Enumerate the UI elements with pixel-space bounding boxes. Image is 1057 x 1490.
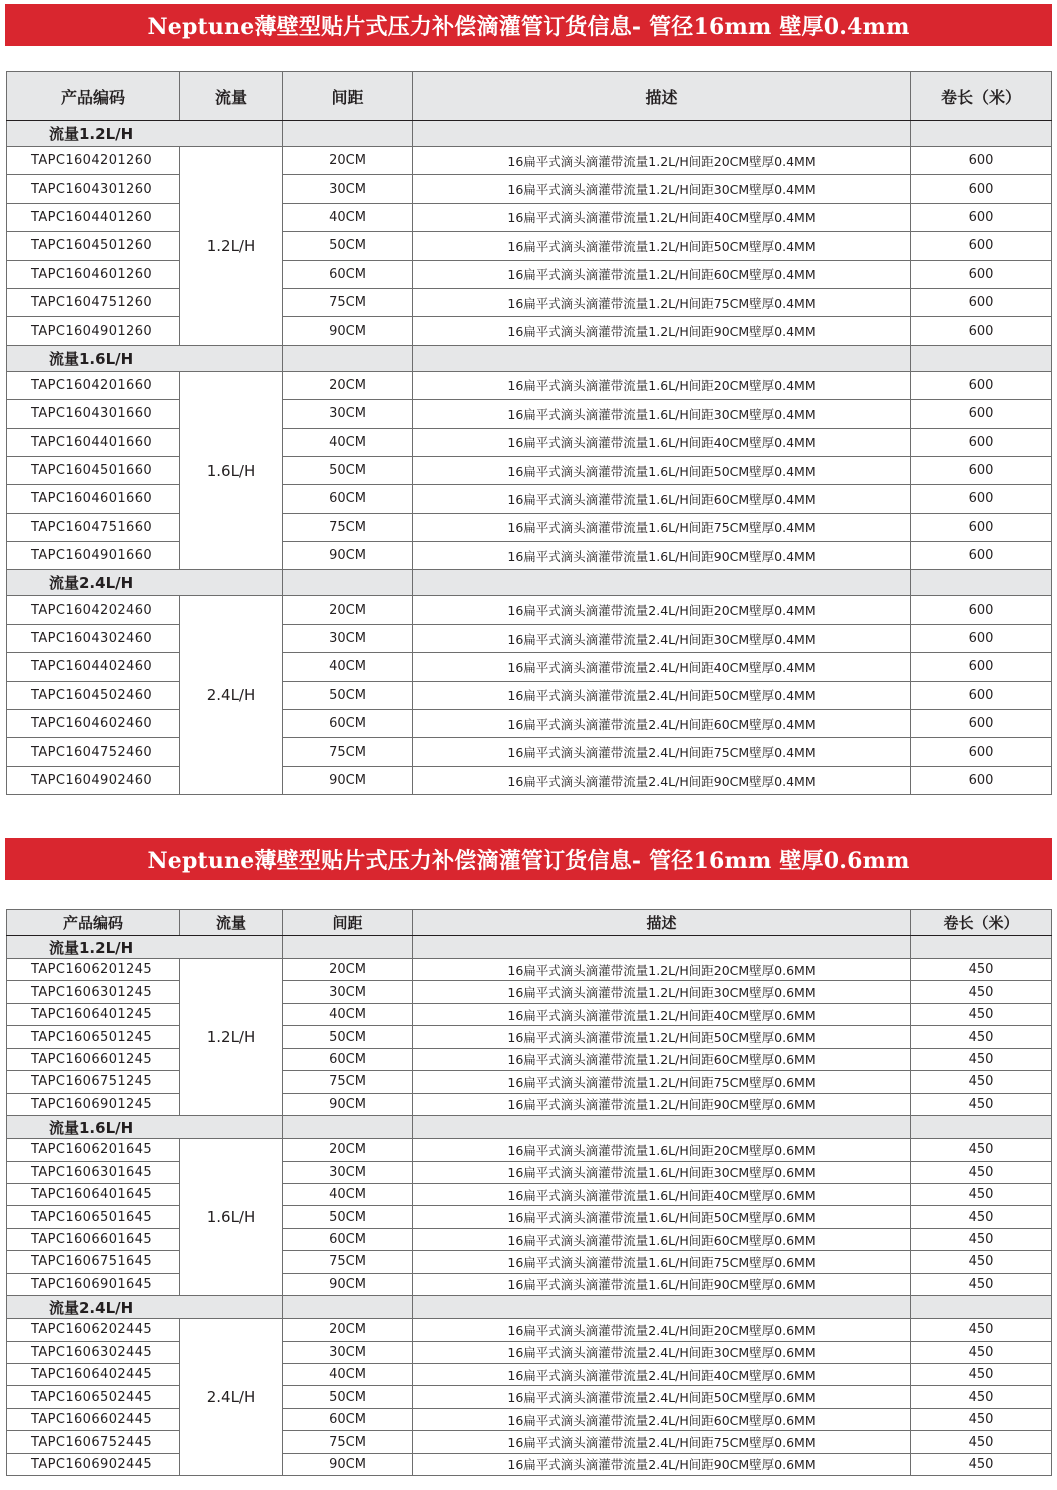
table-row xyxy=(7,203,1052,231)
product-code-cell: TAPC1606601645 xyxy=(7,1228,180,1250)
product-code-cell: TAPC1606752445 xyxy=(7,1431,180,1453)
description-cell: 16扁平式滴头滴灌带流量1.2L/H间距50CM壁厚0.4MM xyxy=(413,232,911,260)
description-cell: 16扁平式滴头滴灌带流量2.4L/H间距40CM壁厚0.4MM xyxy=(413,653,911,681)
header-spacing: 间距 xyxy=(283,72,413,121)
table-body xyxy=(7,936,1052,1476)
spacing-cell: 20CM xyxy=(283,959,413,981)
table-row xyxy=(7,596,1052,624)
description-cell: 16扁平式滴头滴灌带流量2.4L/H间距30CM壁厚0.4MM xyxy=(413,624,911,652)
table-row xyxy=(7,260,1052,288)
group-header-row xyxy=(7,570,1052,596)
product-code-cell: TAPC1606402445 xyxy=(7,1364,180,1386)
spacing-cell: 60CM xyxy=(283,260,413,288)
table-row xyxy=(7,959,1052,981)
flow-cell: 1.2L/H xyxy=(180,147,283,346)
roll-length-cell: 450 xyxy=(911,1431,1052,1453)
product-code-cell: TAPC1604501260 xyxy=(7,232,180,260)
group-empty-cell xyxy=(283,345,413,371)
roll-length-cell: 450 xyxy=(911,1161,1052,1183)
product-code-cell: TAPC1606502445 xyxy=(7,1386,180,1408)
roll-length-cell: 450 xyxy=(911,1319,1052,1341)
description-cell: 16扁平式滴头滴灌带流量2.4L/H间距75CM壁厚0.4MM xyxy=(413,738,911,766)
roll-length-cell: 600 xyxy=(911,485,1052,513)
section-title: Neptune薄壁型贴片式压力补偿滴灌管订货信息- 管径16mm 壁厚0.6mm xyxy=(5,838,1052,880)
spacing-cell: 30CM xyxy=(283,175,413,203)
header-product-code: 产品编码 xyxy=(7,72,180,121)
spacing-cell: 20CM xyxy=(283,147,413,175)
spacing-cell: 75CM xyxy=(283,513,413,541)
product-code-cell: TAPC1604601260 xyxy=(7,260,180,288)
roll-length-cell: 600 xyxy=(911,624,1052,652)
roll-length-cell: 600 xyxy=(911,542,1052,570)
table-row xyxy=(7,1048,1052,1070)
description-cell: 16扁平式滴头滴灌带流量1.6L/H间距50CM壁厚0.6MM xyxy=(413,1206,911,1228)
table-header-row xyxy=(7,72,1052,121)
header-spacing: 间距 xyxy=(283,910,413,936)
description-cell: 16扁平式滴头滴灌带流量2.4L/H间距60CM壁厚0.4MM xyxy=(413,710,911,738)
product-code-cell: TAPC1604752460 xyxy=(7,738,180,766)
spacing-cell: 60CM xyxy=(283,1048,413,1070)
group-empty-cell xyxy=(283,936,413,959)
table-row xyxy=(7,1183,1052,1205)
product-code-cell: TAPC1606901245 xyxy=(7,1093,180,1115)
spacing-cell: 50CM xyxy=(283,456,413,484)
spacing-cell: 75CM xyxy=(283,1251,413,1273)
description-cell: 16扁平式滴头滴灌带流量1.2L/H间距75CM壁厚0.4MM xyxy=(413,288,911,316)
product-code-cell: TAPC1606301645 xyxy=(7,1161,180,1183)
roll-length-cell: 600 xyxy=(911,428,1052,456)
product-code-cell: TAPC1606601245 xyxy=(7,1048,180,1070)
table-row xyxy=(7,1273,1052,1295)
table-row xyxy=(7,1161,1052,1183)
table-row xyxy=(7,1251,1052,1273)
description-cell: 16扁平式滴头滴灌带流量1.6L/H间距90CM壁厚0.6MM xyxy=(413,1273,911,1295)
product-code-cell: TAPC1606901645 xyxy=(7,1273,180,1295)
roll-length-cell: 450 xyxy=(911,1228,1052,1250)
group-empty-cell xyxy=(413,121,911,147)
roll-length-cell: 450 xyxy=(911,981,1052,1003)
description-cell: 16扁平式滴头滴灌带流量2.4L/H间距90CM壁厚0.4MM xyxy=(413,766,911,794)
section-title: Neptune薄壁型贴片式压力补偿滴灌管订货信息- 管径16mm 壁厚0.4mm xyxy=(5,4,1052,46)
table-row xyxy=(7,653,1052,681)
roll-length-cell: 600 xyxy=(911,203,1052,231)
spacing-cell: 40CM xyxy=(283,203,413,231)
roll-length-cell: 600 xyxy=(911,738,1052,766)
product-code-cell: TAPC1604601660 xyxy=(7,485,180,513)
table-row xyxy=(7,288,1052,316)
description-cell: 16扁平式滴头滴灌带流量1.2L/H间距75CM壁厚0.6MM xyxy=(413,1071,911,1093)
description-cell: 16扁平式滴头滴灌带流量2.4L/H间距90CM壁厚0.6MM xyxy=(413,1453,911,1475)
roll-length-cell: 450 xyxy=(911,1206,1052,1228)
product-code-cell: TAPC1606902445 xyxy=(7,1453,180,1475)
order-table xyxy=(6,909,1052,1476)
header-flow: 流量 xyxy=(180,72,283,121)
product-code-cell: TAPC1604401260 xyxy=(7,203,180,231)
description-cell: 16扁平式滴头滴灌带流量1.2L/H间距60CM壁厚0.4MM xyxy=(413,260,911,288)
group-empty-cell xyxy=(911,1296,1052,1319)
group-empty-cell xyxy=(413,936,911,959)
group-empty-cell xyxy=(911,570,1052,596)
roll-length-cell: 450 xyxy=(911,1251,1052,1273)
roll-length-cell: 600 xyxy=(911,513,1052,541)
spacing-cell: 50CM xyxy=(283,1386,413,1408)
spacing-cell: 90CM xyxy=(283,766,413,794)
description-cell: 16扁平式滴头滴灌带流量1.2L/H间距30CM壁厚0.6MM xyxy=(413,981,911,1003)
description-cell: 16扁平式滴头滴灌带流量1.6L/H间距75CM壁厚0.4MM xyxy=(413,513,911,541)
table-row xyxy=(7,738,1052,766)
description-cell: 16扁平式滴头滴灌带流量2.4L/H间距30CM壁厚0.6MM xyxy=(413,1341,911,1363)
table-row xyxy=(7,1228,1052,1250)
product-code-cell: TAPC1604201260 xyxy=(7,147,180,175)
roll-length-cell: 600 xyxy=(911,596,1052,624)
description-cell: 16扁平式滴头滴灌带流量1.6L/H间距75CM壁厚0.6MM xyxy=(413,1251,911,1273)
group-empty-cell xyxy=(413,345,911,371)
description-cell: 16扁平式滴头滴灌带流量1.6L/H间距20CM壁厚0.6MM xyxy=(413,1139,911,1161)
description-cell: 16扁平式滴头滴灌带流量1.2L/H间距90CM壁厚0.6MM xyxy=(413,1093,911,1115)
roll-length-cell: 450 xyxy=(911,1273,1052,1295)
roll-length-cell: 450 xyxy=(911,1386,1052,1408)
roll-length-cell: 600 xyxy=(911,317,1052,345)
table-row xyxy=(7,428,1052,456)
description-cell: 16扁平式滴头滴灌带流量2.4L/H间距40CM壁厚0.6MM xyxy=(413,1364,911,1386)
header-roll-length: 卷长（米） xyxy=(911,72,1052,121)
description-cell: 16扁平式滴头滴灌带流量1.2L/H间距50CM壁厚0.6MM xyxy=(413,1026,911,1048)
spacing-cell: 50CM xyxy=(283,681,413,709)
product-code-cell: TAPC1606501245 xyxy=(7,1026,180,1048)
roll-length-cell: 600 xyxy=(911,260,1052,288)
description-cell: 16扁平式滴头滴灌带流量1.2L/H间距90CM壁厚0.4MM xyxy=(413,317,911,345)
roll-length-cell: 450 xyxy=(911,1003,1052,1025)
spacing-cell: 60CM xyxy=(283,710,413,738)
table-row xyxy=(7,1071,1052,1093)
table-row xyxy=(7,371,1052,399)
roll-length-cell: 450 xyxy=(911,1341,1052,1363)
spacing-cell: 30CM xyxy=(283,1161,413,1183)
table-row xyxy=(7,317,1052,345)
group-empty-cell xyxy=(413,1296,911,1319)
product-code-cell: TAPC1606201645 xyxy=(7,1139,180,1161)
description-cell: 16扁平式滴头滴灌带流量1.6L/H间距60CM壁厚0.4MM xyxy=(413,485,911,513)
product-code-cell: TAPC1606501645 xyxy=(7,1206,180,1228)
group-empty-cell xyxy=(283,1116,413,1139)
description-cell: 16扁平式滴头滴灌带流量1.2L/H间距30CM壁厚0.4MM xyxy=(413,175,911,203)
flow-cell: 2.4L/H xyxy=(180,1319,283,1476)
roll-length-cell: 600 xyxy=(911,766,1052,794)
product-code-cell: TAPC1606602445 xyxy=(7,1408,180,1430)
roll-length-cell: 450 xyxy=(911,1183,1052,1205)
description-cell: 16扁平式滴头滴灌带流量1.6L/H间距90CM壁厚0.4MM xyxy=(413,542,911,570)
roll-length-cell: 450 xyxy=(911,1048,1052,1070)
product-code-cell: TAPC1604902460 xyxy=(7,766,180,794)
product-code-cell: TAPC1606201245 xyxy=(7,959,180,981)
description-cell: 16扁平式滴头滴灌带流量2.4L/H间距50CM壁厚0.4MM xyxy=(413,681,911,709)
spacing-cell: 20CM xyxy=(283,371,413,399)
product-code-cell: TAPC1606401645 xyxy=(7,1183,180,1205)
spacing-cell: 30CM xyxy=(283,981,413,1003)
spacing-cell: 20CM xyxy=(283,596,413,624)
table-row xyxy=(7,1408,1052,1430)
table-row xyxy=(7,1319,1052,1341)
spacing-cell: 30CM xyxy=(283,400,413,428)
flow-cell: 1.6L/H xyxy=(180,371,283,570)
roll-length-cell: 600 xyxy=(911,232,1052,260)
group-label: 流量1.2L/H xyxy=(7,936,283,959)
table-row xyxy=(7,1453,1052,1475)
roll-length-cell: 450 xyxy=(911,1093,1052,1115)
flow-cell: 1.2L/H xyxy=(180,959,283,1116)
group-header-row xyxy=(7,1116,1052,1139)
table-row xyxy=(7,232,1052,260)
spacing-cell: 50CM xyxy=(283,1026,413,1048)
spacing-cell: 40CM xyxy=(283,653,413,681)
table-row xyxy=(7,710,1052,738)
roll-length-cell: 600 xyxy=(911,175,1052,203)
group-header-row xyxy=(7,1296,1052,1319)
spacing-cell: 60CM xyxy=(283,485,413,513)
spacing-cell: 40CM xyxy=(283,428,413,456)
roll-length-cell: 600 xyxy=(911,710,1052,738)
spacing-cell: 90CM xyxy=(283,317,413,345)
group-label: 流量2.4L/H xyxy=(7,1296,283,1319)
group-header-row xyxy=(7,936,1052,959)
roll-length-cell: 600 xyxy=(911,681,1052,709)
description-cell: 16扁平式滴头滴灌带流量1.6L/H间距20CM壁厚0.4MM xyxy=(413,371,911,399)
group-label: 流量2.4L/H xyxy=(7,570,283,596)
table-row xyxy=(7,513,1052,541)
roll-length-cell: 600 xyxy=(911,147,1052,175)
spacing-cell: 60CM xyxy=(283,1228,413,1250)
header-description: 描述 xyxy=(413,72,911,121)
spacing-cell: 75CM xyxy=(283,1071,413,1093)
roll-length-cell: 450 xyxy=(911,1453,1052,1475)
product-code-cell: TAPC1604301660 xyxy=(7,400,180,428)
description-cell: 16扁平式滴头滴灌带流量1.6L/H间距40CM壁厚0.6MM xyxy=(413,1183,911,1205)
description-cell: 16扁平式滴头滴灌带流量2.4L/H间距20CM壁厚0.6MM xyxy=(413,1319,911,1341)
flow-cell: 1.6L/H xyxy=(180,1139,283,1296)
table-row xyxy=(7,1431,1052,1453)
table-row xyxy=(7,456,1052,484)
spacing-cell: 90CM xyxy=(283,1093,413,1115)
table-row xyxy=(7,766,1052,794)
spacing-cell: 20CM xyxy=(283,1319,413,1341)
roll-length-cell: 450 xyxy=(911,1364,1052,1386)
product-code-cell: TAPC1606401245 xyxy=(7,1003,180,1025)
description-cell: 16扁平式滴头滴灌带流量1.2L/H间距60CM壁厚0.6MM xyxy=(413,1048,911,1070)
spacing-cell: 75CM xyxy=(283,738,413,766)
product-code-cell: TAPC1604402460 xyxy=(7,653,180,681)
flow-cell: 2.4L/H xyxy=(180,596,283,795)
description-cell: 16扁平式滴头滴灌带流量1.6L/H间距30CM壁厚0.4MM xyxy=(413,400,911,428)
description-cell: 16扁平式滴头滴灌带流量1.6L/H间距60CM壁厚0.6MM xyxy=(413,1228,911,1250)
product-code-cell: TAPC1606202445 xyxy=(7,1319,180,1341)
product-code-cell: TAPC1604202460 xyxy=(7,596,180,624)
header-flow: 流量 xyxy=(180,910,283,936)
description-cell: 16扁平式滴头滴灌带流量1.2L/H间距20CM壁厚0.4MM xyxy=(413,147,911,175)
roll-length-cell: 600 xyxy=(911,371,1052,399)
product-code-cell: TAPC1604751260 xyxy=(7,288,180,316)
product-code-cell: TAPC1604301260 xyxy=(7,175,180,203)
group-label: 流量1.6L/H xyxy=(7,1116,283,1139)
table-row xyxy=(7,1093,1052,1115)
description-cell: 16扁平式滴头滴灌带流量1.6L/H间距40CM壁厚0.4MM xyxy=(413,428,911,456)
roll-length-cell: 600 xyxy=(911,288,1052,316)
table-row xyxy=(7,1364,1052,1386)
group-empty-cell xyxy=(911,345,1052,371)
table-row xyxy=(7,147,1052,175)
roll-length-cell: 450 xyxy=(911,959,1052,981)
group-empty-cell xyxy=(413,1116,911,1139)
spacing-cell: 30CM xyxy=(283,624,413,652)
description-cell: 16扁平式滴头滴灌带流量2.4L/H间距75CM壁厚0.6MM xyxy=(413,1431,911,1453)
description-cell: 16扁平式滴头滴灌带流量1.2L/H间距40CM壁厚0.6MM xyxy=(413,1003,911,1025)
spacing-cell: 90CM xyxy=(283,542,413,570)
spacing-cell: 20CM xyxy=(283,1139,413,1161)
spacing-cell: 40CM xyxy=(283,1003,413,1025)
roll-length-cell: 450 xyxy=(911,1071,1052,1093)
roll-length-cell: 600 xyxy=(911,400,1052,428)
table-row xyxy=(7,1026,1052,1048)
header-product-code: 产品编码 xyxy=(7,910,180,936)
header-roll-length: 卷长（米） xyxy=(911,910,1052,936)
group-header-row xyxy=(7,121,1052,147)
group-empty-cell xyxy=(911,936,1052,959)
description-cell: 16扁平式滴头滴灌带流量1.6L/H间距30CM壁厚0.6MM xyxy=(413,1161,911,1183)
group-empty-cell xyxy=(413,570,911,596)
table-body xyxy=(7,121,1052,795)
table-row xyxy=(7,681,1052,709)
table-row xyxy=(7,1003,1052,1025)
spacing-cell: 40CM xyxy=(283,1364,413,1386)
product-code-cell: TAPC1604751660 xyxy=(7,513,180,541)
group-label: 流量1.6L/H xyxy=(7,345,283,371)
spacing-cell: 75CM xyxy=(283,1431,413,1453)
roll-length-cell: 450 xyxy=(911,1139,1052,1161)
table-row xyxy=(7,400,1052,428)
spacing-cell: 50CM xyxy=(283,232,413,260)
table-row xyxy=(7,1206,1052,1228)
product-code-cell: TAPC1606751245 xyxy=(7,1071,180,1093)
product-code-cell: TAPC1604501660 xyxy=(7,456,180,484)
table-header-row xyxy=(7,910,1052,936)
roll-length-cell: 600 xyxy=(911,653,1052,681)
product-code-cell: TAPC1604401660 xyxy=(7,428,180,456)
description-cell: 16扁平式滴头滴灌带流量2.4L/H间距50CM壁厚0.6MM xyxy=(413,1386,911,1408)
group-empty-cell xyxy=(911,1116,1052,1139)
group-label: 流量1.2L/H xyxy=(7,121,283,147)
product-code-cell: TAPC1606301245 xyxy=(7,981,180,1003)
table-row xyxy=(7,485,1052,513)
group-empty-cell xyxy=(283,121,413,147)
description-cell: 16扁平式滴头滴灌带流量2.4L/H间距20CM壁厚0.4MM xyxy=(413,596,911,624)
table-row xyxy=(7,1386,1052,1408)
product-code-cell: TAPC1606751645 xyxy=(7,1251,180,1273)
table-row xyxy=(7,1139,1052,1161)
table-row xyxy=(7,542,1052,570)
spacing-cell: 30CM xyxy=(283,1341,413,1363)
product-code-cell: TAPC1604901660 xyxy=(7,542,180,570)
spacing-cell: 90CM xyxy=(283,1273,413,1295)
roll-length-cell: 600 xyxy=(911,456,1052,484)
description-cell: 16扁平式滴头滴灌带流量1.2L/H间距20CM壁厚0.6MM xyxy=(413,959,911,981)
spacing-cell: 90CM xyxy=(283,1453,413,1475)
product-code-cell: TAPC1604901260 xyxy=(7,317,180,345)
description-cell: 16扁平式滴头滴灌带流量1.2L/H间距40CM壁厚0.4MM xyxy=(413,203,911,231)
roll-length-cell: 450 xyxy=(911,1408,1052,1430)
product-code-cell: TAPC1604602460 xyxy=(7,710,180,738)
table-row xyxy=(7,1341,1052,1363)
spacing-cell: 40CM xyxy=(283,1183,413,1205)
spacing-cell: 50CM xyxy=(283,1206,413,1228)
table-row xyxy=(7,981,1052,1003)
order-table xyxy=(6,71,1052,795)
description-cell: 16扁平式滴头滴灌带流量1.6L/H间距50CM壁厚0.4MM xyxy=(413,456,911,484)
product-code-cell: TAPC1604302460 xyxy=(7,624,180,652)
product-code-cell: TAPC1604201660 xyxy=(7,371,180,399)
roll-length-cell: 450 xyxy=(911,1026,1052,1048)
table-row xyxy=(7,175,1052,203)
group-empty-cell xyxy=(911,121,1052,147)
product-code-cell: TAPC1606302445 xyxy=(7,1341,180,1363)
group-empty-cell xyxy=(283,1296,413,1319)
header-description: 描述 xyxy=(413,910,911,936)
group-empty-cell xyxy=(283,570,413,596)
spacing-cell: 75CM xyxy=(283,288,413,316)
spacing-cell: 60CM xyxy=(283,1408,413,1430)
product-code-cell: TAPC1604502460 xyxy=(7,681,180,709)
table-row xyxy=(7,624,1052,652)
description-cell: 16扁平式滴头滴灌带流量2.4L/H间距60CM壁厚0.6MM xyxy=(413,1408,911,1430)
group-header-row xyxy=(7,345,1052,371)
